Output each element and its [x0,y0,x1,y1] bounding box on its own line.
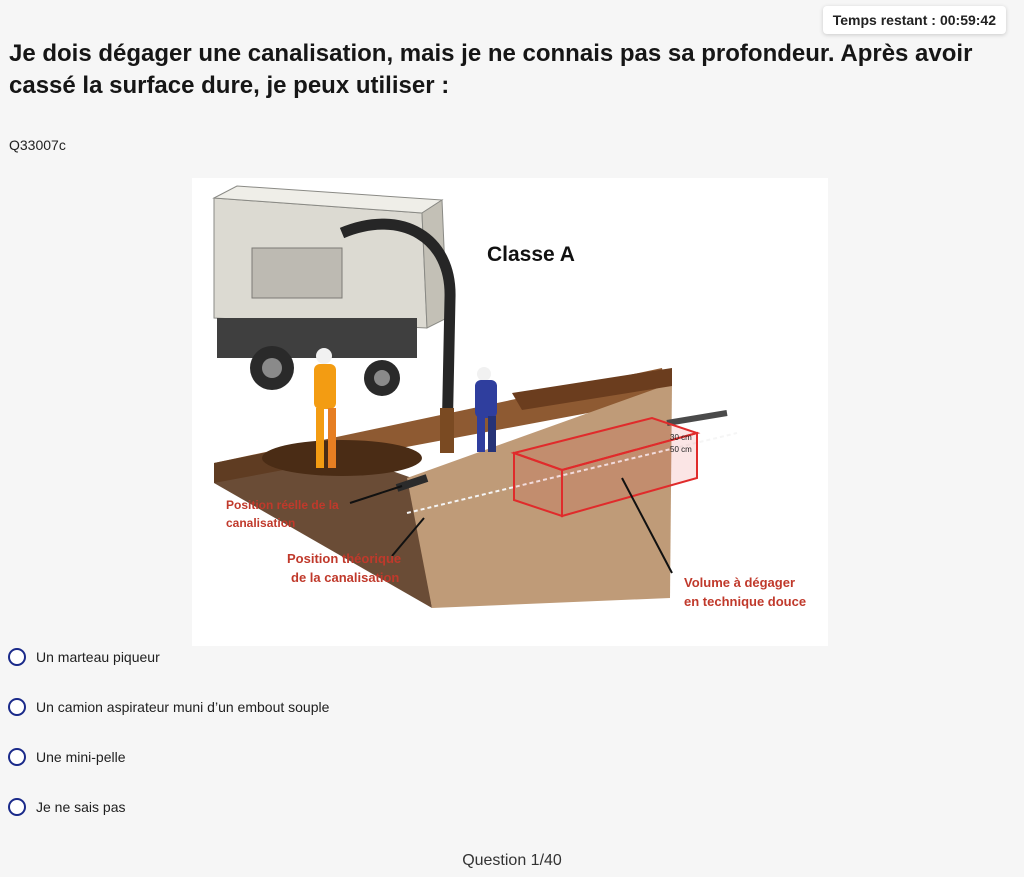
question-illustration [192,178,828,646]
answer-options [8,645,608,845]
time-remaining-label: Temps restant : [832,12,936,28]
hose-nozzle [440,408,454,453]
label-volume-line-2: en technique douce [684,594,807,609]
answer-option-2[interactable] [8,695,608,719]
answer-option-4[interactable] [8,795,608,819]
label-volume-line-1: Volume à dégager [684,575,796,590]
answer-option-1[interactable] [8,645,608,669]
radio-button[interactable] [8,798,26,816]
answer-option-label: Un camion aspirateur muni d’un embout souple [36,699,330,715]
trench-hole [262,440,422,476]
time-remaining-badge [823,6,1006,34]
pipe-extension [667,413,727,423]
answer-option-3[interactable] [8,745,608,769]
dimension-label-2: 50 cm [670,445,692,454]
time-remaining-value: 00:59:42 [939,12,996,28]
radio-button[interactable] [8,698,26,716]
radio-button[interactable] [8,748,26,766]
radio-button[interactable] [8,648,26,666]
answer-option-label: Je ne sais pas [36,799,126,815]
worker-right [475,367,497,452]
answer-option-label: Une mini-pelle [36,749,126,765]
question-progress: Question 1/40 [462,852,562,869]
excavation-diagram [192,178,828,646]
dimension-label-1: 30 cm [670,433,692,442]
label-real-position-line-1: Position réelle de la [226,498,339,512]
label-theoretical-position-line-2: de la canalisation [291,570,400,585]
question-code: Q33007c [9,137,66,153]
question-title: Je dois dégager une canalisation, mais je ne connais pas sa profondeur. Après avoir cassé la surface dure, je peux utiliser : [9,40,973,99]
label-real-position-line-2: canalisation [226,516,296,530]
answer-option-label: Un marteau piqueur [36,649,160,665]
class-label: Classe A [487,243,575,266]
label-theoretical-position-line-1: Position théorique [287,551,402,566]
